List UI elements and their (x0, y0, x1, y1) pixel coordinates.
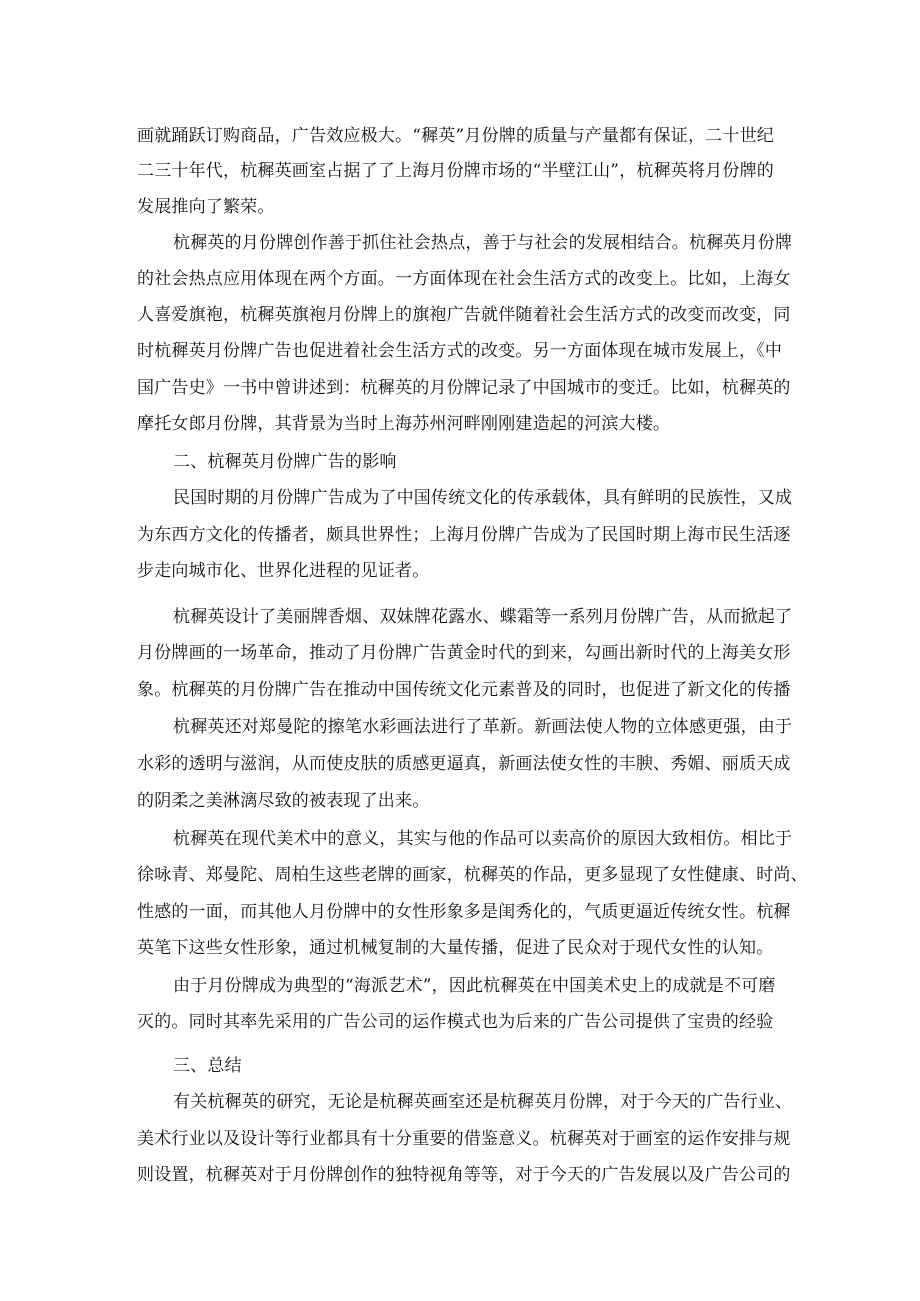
text-line: 摩托女郎月份牌，其背景为当时上海苏州河畔刚刚建造起的河滨大楼。 (137, 414, 671, 434)
text-line: 英笔下这些女性形象，通过机械复制的大量传播，促进了民众对于现代女性的认知。 (137, 938, 774, 958)
text-line: 美术行业以及设计等行业都具有十分重要的借鉴意义。杭穉英对于画室的运作安排与规 (137, 1129, 791, 1149)
text-line: 月份牌画的一场革命，推动了月份牌广告黄金时代的到来，勾画出新时代的上海美女形 (137, 643, 791, 663)
text-line: 的阴柔之美淋漓尽致的被表现了出来。 (137, 791, 430, 811)
text-line: 的社会热点应用体现在两个方面。一方面体现在社会生活方式的改变上。比如，上海女 (137, 269, 791, 289)
text-line: 国广告史》一书中曾讲述到：杭穉英的月份牌记录了中国城市的变迁。比如，杭穉英的 (137, 378, 791, 398)
text-line: 性感的一面，而其他人月份牌中的女性形象多是闺秀化的，气质更逼近传统女性。杭穉 (137, 902, 791, 922)
text-line: 水彩的透明与滋润，从而使皮肤的质感更逼真，新画法使女性的丰腴、秀媚、丽质天成 (137, 754, 791, 774)
section-heading: 三、总结 (173, 1056, 242, 1076)
text-line: 杭穉英设计了美丽牌香烟、双妹牌花露水、蝶霜等一系列月份牌广告，从而掀起了 (173, 607, 793, 627)
text-line: 由于月份牌成为典型的“海派艺术”，因此杭穉英在中国美术史上的成就是不可磨 (173, 976, 776, 996)
text-line: 时杭穉英月份牌广告也促进着社会生活方式的改变。另一方面体现在城市发展上，《中 (137, 341, 783, 361)
text-line: 为东西方文化的传播者，颇具世界性；上海月份牌广告成为了民国时期上海市民生活逐 (137, 525, 791, 545)
text-line: 灭的。同时其率先采用的广告公司的运作模式也为后来的广告公司提供了宝贵的经验 (137, 1012, 774, 1032)
text-line: 有关杭穉英的研究，无论是杭穉英画室还是杭穉英月份牌，对于今天的广告行业、 (173, 1092, 793, 1112)
text-line: 杭穉英的月份牌创作善于抓住社会热点，善于与社会的发展相结合。杭穉英月份牌 (173, 233, 793, 253)
text-line: 人喜爱旗袍，杭穉英旗袍月份牌上的旗袍广告就伴随着社会生活方式的改变而改变，同 (137, 305, 791, 325)
text-line: 民国时期的月份牌广告成为了中国传统文化的传承载体，具有鲜明的民族性，又成 (173, 488, 793, 508)
text-line: 象。杭穉英的月份牌广告在推动中国传统文化元素普及的同时，也促进了新文化的传播 (137, 680, 791, 700)
section-heading: 二、杭穉英月份牌广告的影响 (173, 452, 397, 472)
text-line: 发展推向了繁荣。 (137, 197, 275, 217)
text-line: 步走向城市化、世界化进程的见证者。 (137, 561, 430, 581)
text-line: 杭穉英在现代美术中的意义，其实与他的作品可以卖高价的原因大致相仿。相比于 (173, 829, 793, 849)
text-line: 二三十年代，杭穉英画室占据了了上海月份牌市场的“半壁江山”，杭穉英将月份牌的 (137, 161, 774, 181)
text-line: 画就踊跃订购商品，广告效应极大。“穉英”月份牌的质量与产量都有保证，二十世纪 (137, 126, 774, 146)
text-line: 则设置，杭穉英对于月份牌创作的独特视角等等，对于今天的广告发展以及广告公司的 (137, 1165, 791, 1185)
text-line: 杭穉英还对郑曼陀的擦笔水彩画法进行了革新。新画法使人物的立体感更强，由于 (173, 717, 793, 737)
text-line: 徐咏青、郑曼陀、周柏生这些老牌的画家，杭穉英的作品，更多显现了女性健康、时尚、 (137, 865, 808, 885)
